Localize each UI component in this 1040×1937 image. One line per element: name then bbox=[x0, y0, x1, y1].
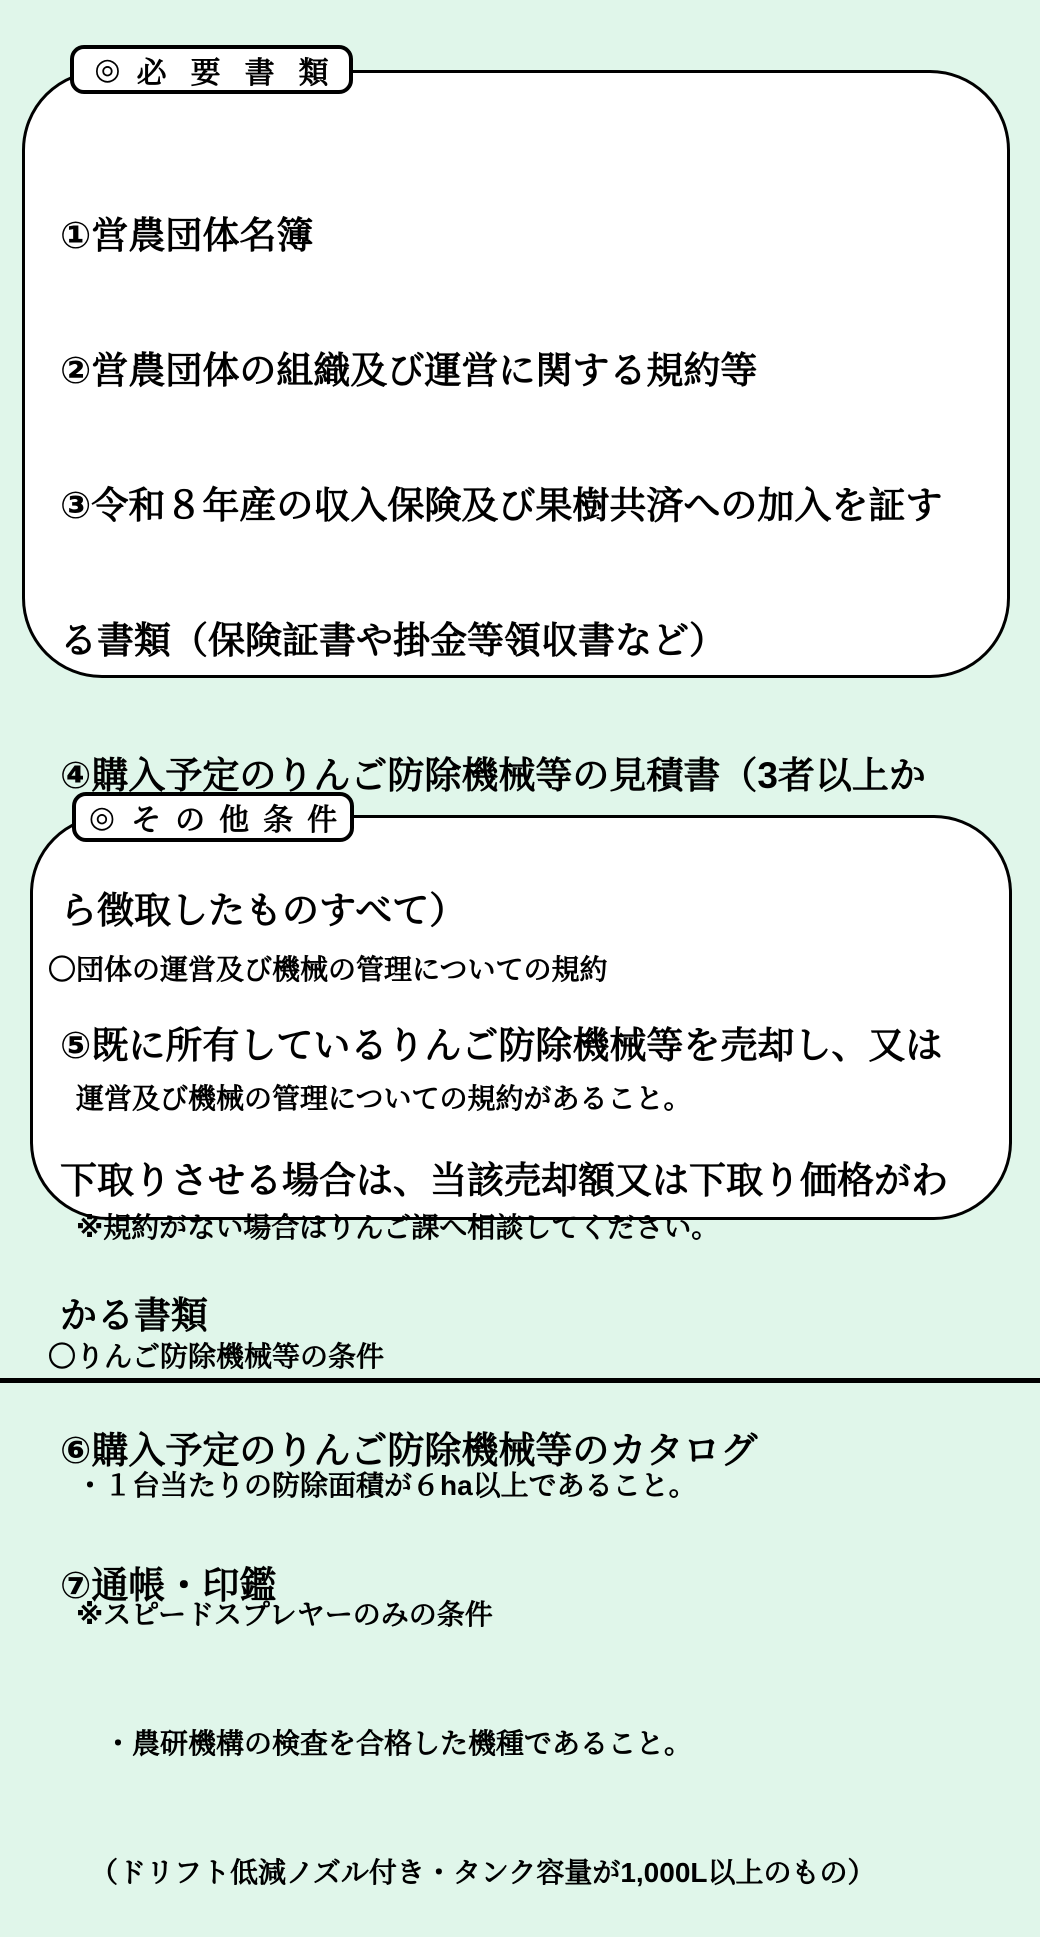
doc-line-1: ①営農団体名簿 bbox=[60, 215, 314, 256]
doc-line-3: ③令和８年産の収入保険及び果樹共済への加入を証す bbox=[60, 485, 943, 526]
doc-line-5-wrap-a: 下取りさせる場合は、当該売却額又は下取り価格がわ bbox=[60, 1160, 948, 1201]
section-title-other-conditions: その他条件 bbox=[131, 804, 352, 837]
double-circle-bullet-icon: ◎ bbox=[94, 53, 121, 86]
section-title-required-documents: 必要書類 bbox=[136, 56, 353, 90]
condition-line-3: ※規約がない場合はりんご課へ相談してください。 bbox=[48, 1212, 720, 1243]
doc-line-6: ⑥購入予定のりんご防除機械等のカタログ bbox=[60, 1430, 758, 1471]
doc-line-2: ②営農団体の組織及び運営に関する規約等 bbox=[60, 350, 758, 391]
condition-line-4: 〇りんご防除機械等の条件 bbox=[48, 1341, 385, 1372]
doc-line-4-wrap: ら徴取したものすべて） bbox=[60, 890, 467, 931]
doc-line-7: ⑦通帳・印鑑 bbox=[60, 1565, 277, 1606]
title-tab-required-documents bbox=[70, 45, 353, 94]
doc-line-4: ④購入予定のりんご防除機械等の見積書（3者以上か bbox=[60, 755, 926, 796]
condition-line-5: ・１台当たりの防除面積が６ha以上であること。 bbox=[48, 1470, 697, 1501]
condition-line-7: ・農研機構の検査を合格した機種であること。 bbox=[48, 1728, 693, 1759]
other-conditions-list bbox=[48, 862, 876, 1937]
double-circle-bullet-icon: ◎ bbox=[88, 800, 116, 834]
doc-line-5: ⑤既に所有しているりんご防除機械等を売却し、又は bbox=[60, 1025, 943, 1066]
condition-line-8: （ドリフト低減ノズル付き・タンク容量が1,000L以上のもの） bbox=[48, 1857, 876, 1888]
doc-line-5-wrap-b: かる書類 bbox=[60, 1295, 208, 1336]
doc-line-3-wrap: る書類（保険証書や掛金等領収書など） bbox=[60, 620, 726, 661]
condition-line-6: ※スピードスプレヤーのみの条件 bbox=[48, 1599, 493, 1630]
bottom-border-line bbox=[0, 1378, 1040, 1383]
condition-line-1: 〇団体の運営及び機械の管理についての規約 bbox=[48, 954, 608, 985]
condition-line-2: 運営及び機械の管理についての規約があること。 bbox=[48, 1083, 692, 1114]
